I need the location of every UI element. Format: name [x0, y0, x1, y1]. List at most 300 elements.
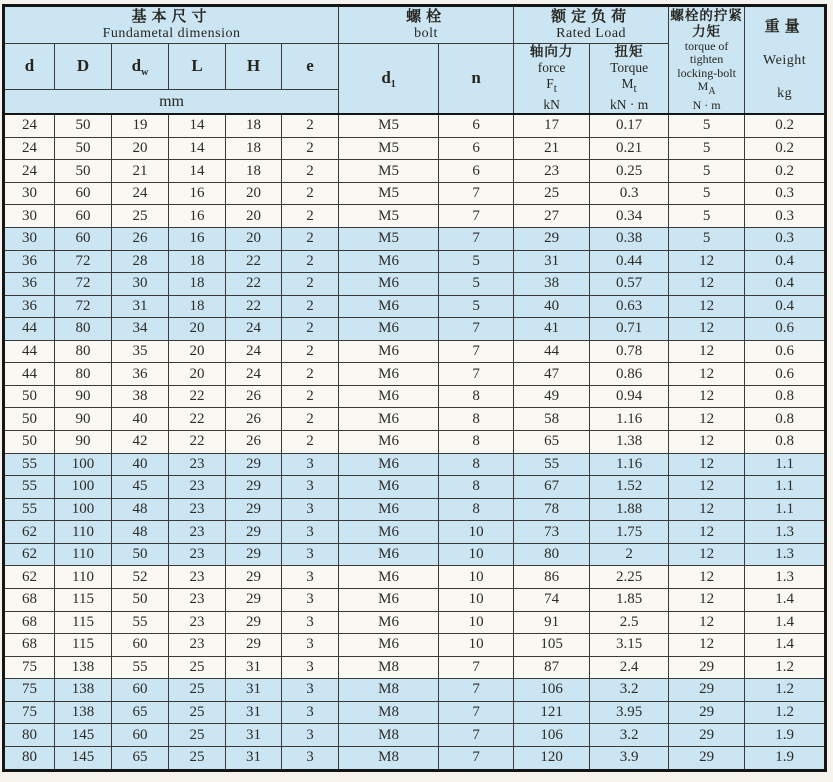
cell-torque-kNm: 0.78 [590, 340, 669, 363]
header-torque-en: Torque [610, 60, 649, 75]
cell-H: 29 [226, 634, 282, 657]
cell-dw: 40 [112, 408, 169, 431]
cell-locking-torque-Nm: 12 [669, 295, 745, 318]
cell-weight-kg: 0.4 [745, 273, 826, 296]
cell-dw: 65 [112, 746, 169, 770]
cell-D: 110 [55, 543, 112, 566]
header-locking-torque-zh-line2: 力矩 [692, 23, 722, 39]
cell-H: 18 [226, 137, 282, 160]
table-row [4, 250, 826, 273]
cell-force-kN: 17 [514, 114, 590, 137]
cell-dw: 55 [112, 611, 169, 634]
cell-n: 6 [439, 137, 514, 160]
cell-locking-torque-Nm: 12 [669, 385, 745, 408]
cell-d1: M5 [339, 114, 439, 137]
cell-H: 29 [226, 588, 282, 611]
cell-n: 7 [439, 656, 514, 679]
cell-n: 6 [439, 114, 514, 137]
table-row [4, 588, 826, 611]
cell-d: 44 [4, 318, 55, 341]
cell-d1: M8 [339, 656, 439, 679]
cell-n: 5 [439, 273, 514, 296]
spec-table [2, 4, 827, 772]
cell-d: 50 [4, 385, 55, 408]
table-row [4, 137, 826, 160]
table-body [4, 114, 826, 771]
cell-e: 2 [282, 182, 339, 205]
cell-d1: M8 [339, 746, 439, 770]
cell-H: 31 [226, 656, 282, 679]
cell-D: 60 [55, 182, 112, 205]
cell-torque-kNm: 1.85 [590, 588, 669, 611]
cell-dw: 50 [112, 543, 169, 566]
cell-e: 3 [282, 611, 339, 634]
cell-H: 29 [226, 566, 282, 589]
cell-locking-torque-Nm: 12 [669, 588, 745, 611]
header-force-en: force [537, 60, 566, 75]
cell-d: 24 [4, 160, 55, 183]
cell-dw: 48 [112, 521, 169, 544]
cell-e: 2 [282, 273, 339, 296]
cell-e: 3 [282, 634, 339, 657]
cell-L: 25 [169, 746, 226, 770]
cell-torque-kNm: 2.4 [590, 656, 669, 679]
cell-n: 7 [439, 701, 514, 724]
cell-n: 7 [439, 746, 514, 770]
cell-D: 50 [55, 137, 112, 160]
cell-H: 29 [226, 453, 282, 476]
cell-H: 29 [226, 543, 282, 566]
header-rated-load-en: Rated Load [556, 26, 627, 41]
cell-D: 138 [55, 701, 112, 724]
header-bolt [339, 6, 514, 44]
cell-torque-kNm: 0.21 [590, 137, 669, 160]
header-bolt-en: bolt [414, 26, 438, 41]
cell-d1: M6 [339, 318, 439, 341]
header-force-zh: 轴向力 [529, 44, 574, 59]
cell-D: 115 [55, 634, 112, 657]
table-row [4, 476, 826, 499]
cell-D: 145 [55, 746, 112, 770]
cell-H: 24 [226, 340, 282, 363]
cell-torque-kNm: 3.15 [590, 634, 669, 657]
cell-L: 18 [169, 250, 226, 273]
cell-L: 22 [169, 385, 226, 408]
cell-e: 2 [282, 340, 339, 363]
cell-L: 23 [169, 588, 226, 611]
cell-n: 10 [439, 521, 514, 544]
cell-weight-kg: 1.9 [745, 746, 826, 770]
table-row [4, 160, 826, 183]
header-weight [745, 6, 826, 115]
cell-dw: 42 [112, 431, 169, 454]
table-row [4, 656, 826, 679]
cell-D: 138 [55, 656, 112, 679]
cell-d1: M6 [339, 543, 439, 566]
cell-locking-torque-Nm: 29 [669, 679, 745, 702]
cell-L: 22 [169, 431, 226, 454]
table-row [4, 611, 826, 634]
cell-d1: M6 [339, 453, 439, 476]
cell-dw: 36 [112, 363, 169, 386]
cell-L: 23 [169, 476, 226, 499]
cell-dw: 21 [112, 160, 169, 183]
cell-d: 80 [4, 746, 55, 770]
cell-d1: M6 [339, 363, 439, 386]
cell-e: 2 [282, 250, 339, 273]
cell-dw: 50 [112, 588, 169, 611]
cell-locking-torque-Nm: 5 [669, 137, 745, 160]
cell-force-kN: 74 [514, 588, 590, 611]
cell-torque-kNm: 1.38 [590, 431, 669, 454]
header-force-symbol: $F_t$ [546, 76, 557, 95]
header-locking-torque-zh-line1: 螺栓的拧紧 [670, 7, 743, 23]
cell-weight-kg: 1.2 [745, 656, 826, 679]
cell-weight-kg: 1.3 [745, 521, 826, 544]
header-locking-torque-en-line3: locking-bolt [677, 65, 736, 80]
cell-L: 14 [169, 114, 226, 137]
cell-n: 8 [439, 408, 514, 431]
table-row [4, 340, 826, 363]
cell-torque-kNm: 1.16 [590, 408, 669, 431]
cell-D: 100 [55, 498, 112, 521]
table-row [4, 182, 826, 205]
cell-force-kN: 55 [514, 453, 590, 476]
cell-L: 23 [169, 543, 226, 566]
cell-force-kN: 25 [514, 182, 590, 205]
cell-dw: 19 [112, 114, 169, 137]
cell-locking-torque-Nm: 12 [669, 543, 745, 566]
cell-locking-torque-Nm: 12 [669, 250, 745, 273]
cell-weight-kg: 1.9 [745, 724, 826, 747]
cell-torque-kNm: 0.38 [590, 227, 669, 250]
cell-d1: M5 [339, 137, 439, 160]
cell-dw: 55 [112, 656, 169, 679]
cell-L: 22 [169, 408, 226, 431]
cell-L: 16 [169, 182, 226, 205]
cell-n: 7 [439, 205, 514, 228]
cell-force-kN: 78 [514, 498, 590, 521]
cell-torque-kNm: 2.5 [590, 611, 669, 634]
cell-n: 10 [439, 634, 514, 657]
cell-d: 50 [4, 408, 55, 431]
cell-dw: 60 [112, 679, 169, 702]
cell-n: 7 [439, 227, 514, 250]
cell-L: 14 [169, 160, 226, 183]
cell-torque-kNm: 0.44 [590, 250, 669, 273]
cell-H: 26 [226, 385, 282, 408]
cell-locking-torque-Nm: 29 [669, 701, 745, 724]
cell-H: 31 [226, 724, 282, 747]
cell-force-kN: 31 [514, 250, 590, 273]
cell-force-kN: 120 [514, 746, 590, 770]
cell-dw: 38 [112, 385, 169, 408]
header-weight-unit: kg [777, 85, 793, 101]
header-fundamental-dimension [4, 6, 339, 44]
cell-d: 62 [4, 566, 55, 589]
cell-H: 22 [226, 250, 282, 273]
table-row [4, 205, 826, 228]
cell-dw: 35 [112, 340, 169, 363]
header-torque-unit: kN · m [609, 97, 649, 112]
cell-dw: 40 [112, 453, 169, 476]
cell-n: 8 [439, 431, 514, 454]
cell-d: 44 [4, 363, 55, 386]
cell-torque-kNm: 0.57 [590, 273, 669, 296]
cell-n: 8 [439, 453, 514, 476]
cell-locking-torque-Nm: 12 [669, 566, 745, 589]
cell-weight-kg: 1.2 [745, 679, 826, 702]
cell-weight-kg: 0.6 [745, 318, 826, 341]
cell-e: 3 [282, 521, 339, 544]
table-row [4, 543, 826, 566]
cell-n: 5 [439, 295, 514, 318]
cell-force-kN: 86 [514, 566, 590, 589]
cell-weight-kg: 1.4 [745, 611, 826, 634]
cell-e: 3 [282, 656, 339, 679]
header-col-d: d [4, 44, 55, 90]
cell-force-kN: 27 [514, 205, 590, 228]
cell-e: 2 [282, 205, 339, 228]
cell-d1: M5 [339, 205, 439, 228]
cell-locking-torque-Nm: 5 [669, 205, 745, 228]
cell-D: 72 [55, 295, 112, 318]
cell-force-kN: 67 [514, 476, 590, 499]
cell-n: 7 [439, 724, 514, 747]
header-bolt-zh: 螺栓 [406, 9, 447, 25]
cell-torque-kNm: 1.75 [590, 521, 669, 544]
cell-d1: M5 [339, 160, 439, 183]
cell-torque-kNm: 0.3 [590, 182, 669, 205]
cell-d: 44 [4, 340, 55, 363]
header-torque-zh: 扭矩 [614, 44, 644, 59]
cell-H: 20 [226, 205, 282, 228]
cell-dw: 52 [112, 566, 169, 589]
cell-weight-kg: 0.3 [745, 205, 826, 228]
table-row [4, 363, 826, 386]
cell-torque-kNm: 0.94 [590, 385, 669, 408]
cell-H: 22 [226, 295, 282, 318]
cell-D: 50 [55, 160, 112, 183]
cell-weight-kg: 1.4 [745, 588, 826, 611]
header-rated-load-zh: 额定负荷 [551, 9, 632, 25]
cell-dw: 45 [112, 476, 169, 499]
cell-torque-kNm: 0.71 [590, 318, 669, 341]
cell-n: 7 [439, 318, 514, 341]
cell-D: 138 [55, 679, 112, 702]
cell-torque-kNm: 2.25 [590, 566, 669, 589]
cell-force-kN: 106 [514, 724, 590, 747]
cell-d: 80 [4, 724, 55, 747]
header-weight-zh: 重量 [764, 19, 805, 36]
cell-L: 25 [169, 656, 226, 679]
cell-e: 2 [282, 114, 339, 137]
table-row [4, 385, 826, 408]
cell-D: 72 [55, 273, 112, 296]
header-col-e: e [282, 44, 339, 90]
header-rated-load [514, 6, 669, 44]
table-header [4, 6, 826, 115]
cell-d: 55 [4, 498, 55, 521]
cell-H: 18 [226, 160, 282, 183]
cell-d1: M6 [339, 588, 439, 611]
cell-D: 72 [55, 250, 112, 273]
cell-H: 31 [226, 746, 282, 770]
cell-weight-kg: 0.2 [745, 160, 826, 183]
cell-e: 3 [282, 543, 339, 566]
cell-dw: 24 [112, 182, 169, 205]
header-locking-torque [669, 6, 745, 115]
cell-e: 3 [282, 453, 339, 476]
cell-locking-torque-Nm: 12 [669, 273, 745, 296]
cell-D: 90 [55, 431, 112, 454]
cell-locking-torque-Nm: 12 [669, 521, 745, 544]
header-col-force [514, 44, 590, 115]
cell-L: 20 [169, 363, 226, 386]
cell-H: 26 [226, 408, 282, 431]
cell-d: 75 [4, 656, 55, 679]
cell-D: 90 [55, 408, 112, 431]
cell-d1: M6 [339, 498, 439, 521]
cell-D: 115 [55, 611, 112, 634]
cell-n: 7 [439, 182, 514, 205]
cell-H: 26 [226, 431, 282, 454]
cell-D: 115 [55, 588, 112, 611]
cell-H: 29 [226, 611, 282, 634]
header-col-torque [590, 44, 669, 115]
cell-d: 68 [4, 611, 55, 634]
table-row [4, 746, 826, 770]
cell-d1: M6 [339, 295, 439, 318]
header-locking-torque-symbol: $M_A$ [697, 79, 716, 98]
table-row [4, 566, 826, 589]
cell-locking-torque-Nm: 5 [669, 114, 745, 137]
cell-n: 7 [439, 363, 514, 386]
cell-L: 14 [169, 137, 226, 160]
cell-weight-kg: 0.8 [745, 385, 826, 408]
cell-locking-torque-Nm: 5 [669, 227, 745, 250]
cell-n: 7 [439, 340, 514, 363]
cell-force-kN: 58 [514, 408, 590, 431]
cell-d1: M5 [339, 182, 439, 205]
table-row [4, 227, 826, 250]
cell-force-kN: 23 [514, 160, 590, 183]
cell-H: 29 [226, 521, 282, 544]
cell-d1: M6 [339, 273, 439, 296]
cell-d: 75 [4, 701, 55, 724]
table-row [4, 114, 826, 137]
cell-dw: 60 [112, 634, 169, 657]
cell-L: 25 [169, 724, 226, 747]
cell-n: 10 [439, 611, 514, 634]
cell-L: 16 [169, 205, 226, 228]
cell-force-kN: 80 [514, 543, 590, 566]
cell-L: 25 [169, 701, 226, 724]
cell-n: 6 [439, 160, 514, 183]
cell-torque-kNm: 1.16 [590, 453, 669, 476]
cell-d1: M6 [339, 566, 439, 589]
cell-d: 75 [4, 679, 55, 702]
cell-L: 16 [169, 227, 226, 250]
cell-d1: M6 [339, 521, 439, 544]
cell-n: 10 [439, 566, 514, 589]
cell-D: 80 [55, 340, 112, 363]
cell-weight-kg: 1.1 [745, 476, 826, 499]
cell-torque-kNm: 2 [590, 543, 669, 566]
cell-weight-kg: 0.2 [745, 137, 826, 160]
cell-force-kN: 49 [514, 385, 590, 408]
cell-e: 2 [282, 227, 339, 250]
cell-dw: 20 [112, 137, 169, 160]
cell-H: 22 [226, 273, 282, 296]
cell-d: 62 [4, 543, 55, 566]
cell-L: 23 [169, 566, 226, 589]
cell-d1: M6 [339, 611, 439, 634]
cell-torque-kNm: 1.88 [590, 498, 669, 521]
header-locking-torque-en-line2: tighten [689, 52, 724, 67]
cell-weight-kg: 0.4 [745, 250, 826, 273]
cell-locking-torque-Nm: 5 [669, 182, 745, 205]
cell-d1: M5 [339, 227, 439, 250]
cell-n: 10 [439, 588, 514, 611]
cell-dw: 60 [112, 724, 169, 747]
cell-H: 24 [226, 318, 282, 341]
cell-weight-kg: 1.3 [745, 566, 826, 589]
cell-d: 68 [4, 634, 55, 657]
cell-force-kN: 40 [514, 295, 590, 318]
table-row [4, 679, 826, 702]
cell-D: 145 [55, 724, 112, 747]
cell-D: 80 [55, 318, 112, 341]
cell-locking-torque-Nm: 29 [669, 656, 745, 679]
table-row [4, 273, 826, 296]
cell-H: 24 [226, 363, 282, 386]
cell-d: 30 [4, 227, 55, 250]
cell-e: 3 [282, 566, 339, 589]
cell-weight-kg: 0.6 [745, 363, 826, 386]
cell-dw: 48 [112, 498, 169, 521]
cell-e: 2 [282, 318, 339, 341]
cell-d1: M8 [339, 724, 439, 747]
cell-H: 29 [226, 498, 282, 521]
cell-H: 31 [226, 679, 282, 702]
header-force-unit: kN [543, 97, 560, 112]
cell-L: 20 [169, 318, 226, 341]
cell-D: 50 [55, 114, 112, 137]
cell-locking-torque-Nm: 5 [669, 160, 745, 183]
cell-n: 8 [439, 498, 514, 521]
cell-torque-kNm: 3.95 [590, 701, 669, 724]
cell-force-kN: 44 [514, 340, 590, 363]
header-col-dw: $d_w$ [112, 44, 169, 90]
cell-D: 100 [55, 476, 112, 499]
cell-e: 2 [282, 137, 339, 160]
cell-torque-kNm: 3.2 [590, 724, 669, 747]
cell-torque-kNm: 3.2 [590, 679, 669, 702]
cell-d: 55 [4, 476, 55, 499]
cell-e: 2 [282, 160, 339, 183]
cell-locking-torque-Nm: 12 [669, 363, 745, 386]
table-row [4, 431, 826, 454]
cell-force-kN: 29 [514, 227, 590, 250]
cell-L: 23 [169, 498, 226, 521]
cell-force-kN: 65 [514, 431, 590, 454]
cell-d: 36 [4, 295, 55, 318]
cell-weight-kg: 0.2 [745, 114, 826, 137]
cell-weight-kg: 0.6 [745, 340, 826, 363]
cell-dw: 28 [112, 250, 169, 273]
cell-e: 3 [282, 498, 339, 521]
